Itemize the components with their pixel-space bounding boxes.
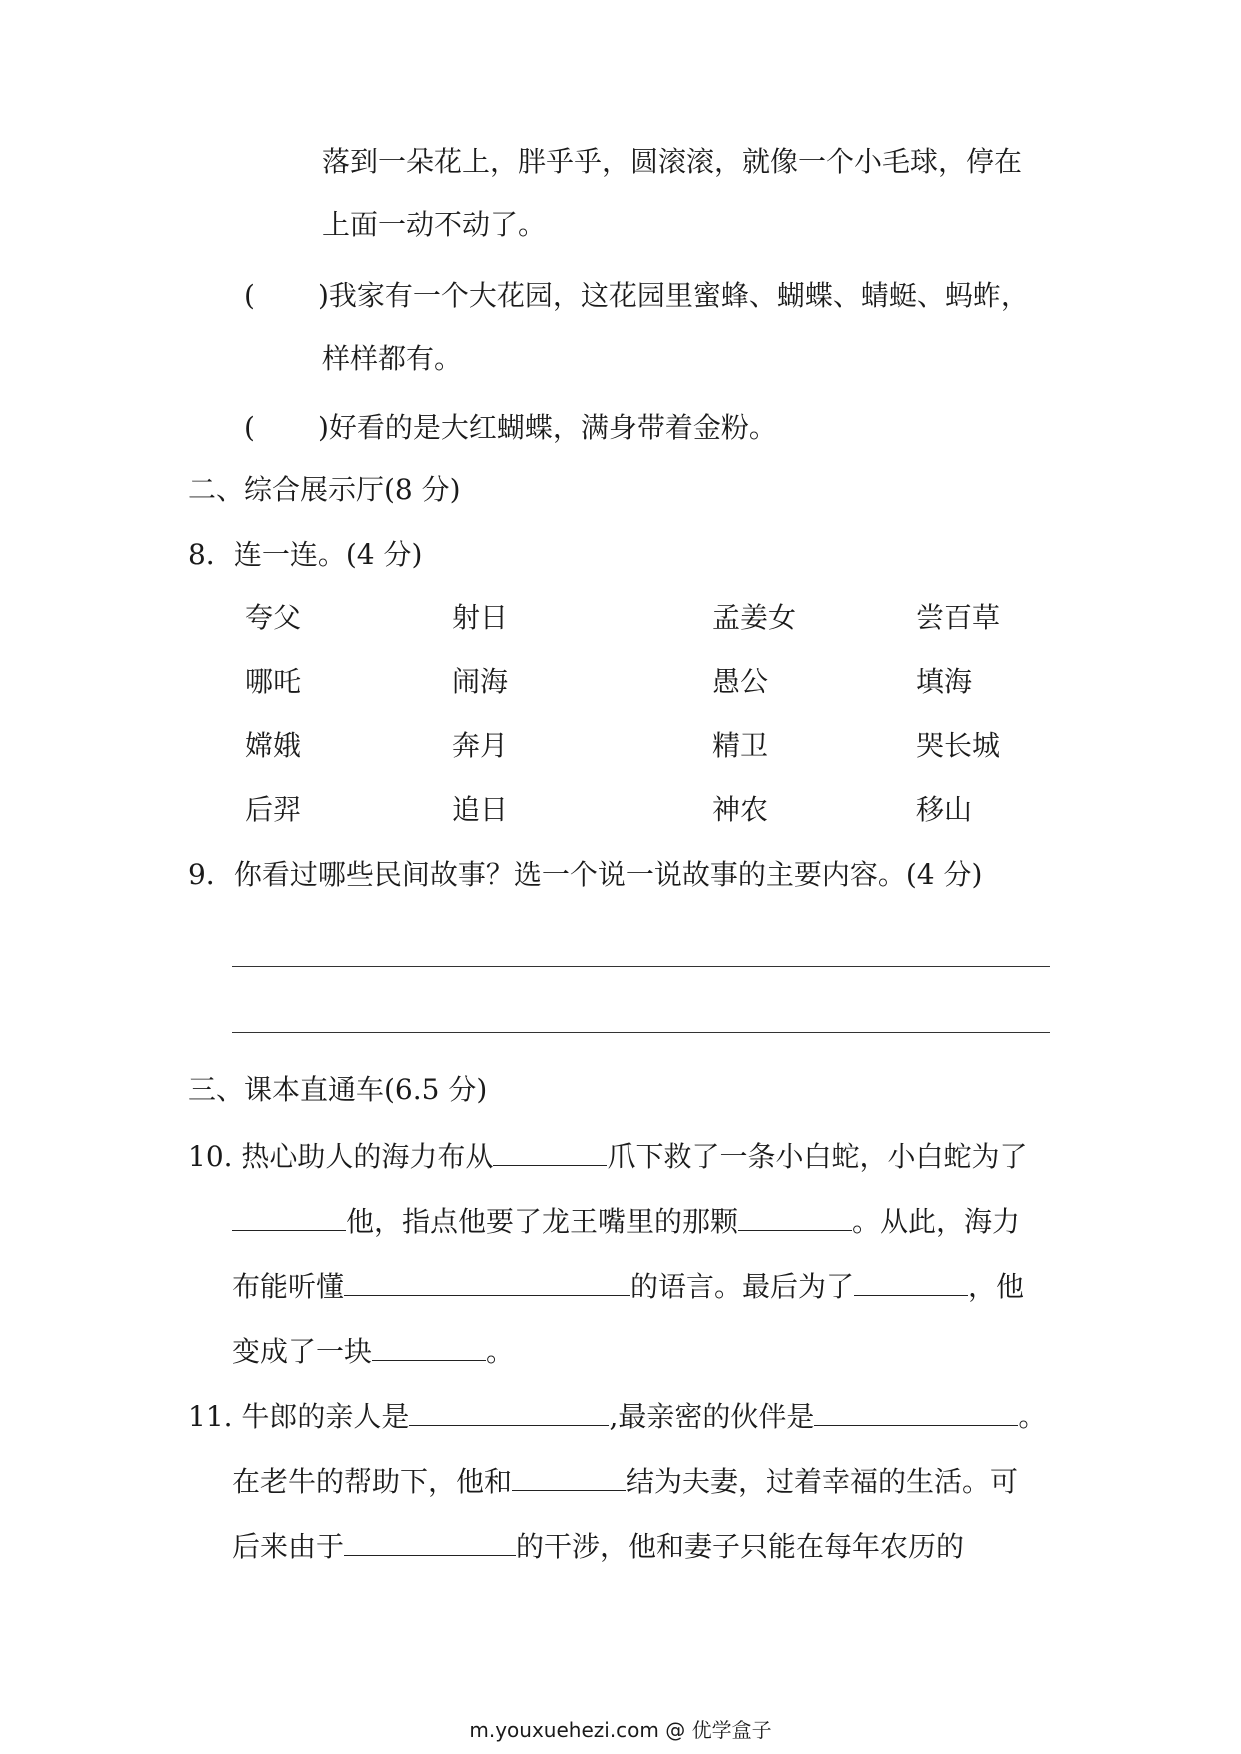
- match-item[interactable]: 夸父: [245, 601, 302, 634]
- match-item[interactable]: 后羿: [245, 793, 302, 826]
- match-item[interactable]: 尝百草: [916, 601, 1001, 634]
- question-text: 11. 牛郎的亲人是: [188, 1400, 410, 1433]
- fill-blank-line: [232, 1330, 514, 1372]
- fill-blank-line: [188, 1135, 1027, 1177]
- answer-paren[interactable]: (: [244, 279, 255, 312]
- question-text: 爪下救了一条小白蛇，小白蛇为了: [607, 1140, 1028, 1173]
- answer-paren[interactable]: (: [244, 411, 255, 444]
- section-heading: 三、课本直通车(6.5 分): [188, 1073, 488, 1106]
- ordering-item-text: )好看的是大红蝴蝶，满身带着金粉。: [318, 411, 777, 444]
- match-item[interactable]: 移山: [916, 793, 973, 826]
- match-item[interactable]: 追日: [452, 793, 509, 826]
- blank-field[interactable]: [372, 1330, 486, 1361]
- question-text: 。: [486, 1335, 515, 1368]
- question-text: 变成了一块: [232, 1335, 373, 1368]
- question-text: 在老牛的帮助下，他和: [232, 1465, 513, 1498]
- match-item[interactable]: 闹海: [452, 665, 509, 698]
- question-text: 后来由于: [232, 1530, 345, 1563]
- fill-blank-line: [188, 1395, 1046, 1437]
- passage-line: 上面一动不动了。: [322, 208, 547, 241]
- fill-blank-line: [232, 1460, 1018, 1502]
- match-item[interactable]: 愚公: [712, 665, 769, 698]
- question-title: 8．连一连。(4 分): [188, 538, 423, 571]
- ordering-item: [244, 276, 1029, 316]
- passage-line: 落到一朵花上，胖乎乎，圆滚滚，就像一个小毛球，停在: [322, 145, 1023, 178]
- ordering-item-text: )我家有一个大花园，这花园里蜜蜂、蝴蝶、蜻蜓、蚂蚱，: [318, 279, 1029, 312]
- fill-blank-line: [232, 1200, 1020, 1242]
- section-heading: 二、综合展示厅(8 分): [188, 473, 461, 506]
- match-item[interactable]: 哪吒: [245, 665, 302, 698]
- match-item[interactable]: 精卫: [712, 729, 769, 762]
- question-text: 10. 热心助人的海力布从: [188, 1140, 494, 1173]
- blank-field[interactable]: [493, 1135, 607, 1166]
- match-item[interactable]: 神农: [712, 793, 769, 826]
- ordering-item: [244, 408, 777, 448]
- blank-field[interactable]: [232, 1200, 346, 1231]
- match-item[interactable]: 射日: [452, 601, 509, 634]
- blank-field[interactable]: [738, 1200, 852, 1231]
- match-item[interactable]: 哭长城: [916, 729, 1001, 762]
- blank-field[interactable]: [344, 1525, 516, 1556]
- blank-field[interactable]: [814, 1395, 1018, 1426]
- match-item[interactable]: 孟姜女: [712, 601, 797, 634]
- blank-field[interactable]: [344, 1265, 630, 1296]
- question-text: 。: [1018, 1400, 1047, 1433]
- answer-line[interactable]: [232, 1032, 1050, 1033]
- question-text: 的干涉，他和妻子只能在每年农历的: [516, 1530, 965, 1563]
- question-text: 结为夫妻，过着幸福的生活。可: [626, 1465, 1019, 1498]
- question-text: 他，指点他要了龙王嘴里的那颗: [346, 1205, 739, 1238]
- match-item[interactable]: 嫦娥: [245, 729, 302, 762]
- footer-watermark: m.youxuehezi.com @ 优学盒子: [469, 1718, 772, 1742]
- blank-field[interactable]: [409, 1395, 609, 1426]
- answer-line[interactable]: [232, 966, 1050, 967]
- fill-blank-line: [232, 1525, 964, 1567]
- match-item[interactable]: 填海: [916, 665, 973, 698]
- question-text: 。从此，海力: [852, 1205, 1021, 1238]
- blank-field[interactable]: [512, 1460, 626, 1491]
- match-item[interactable]: 奔月: [452, 729, 509, 762]
- question-text: 布能听懂: [232, 1270, 345, 1303]
- question-text: ,最亲密的伙伴是: [609, 1400, 815, 1433]
- question-text: 的语言。最后为了: [630, 1270, 855, 1303]
- ordering-item-continued: 样样都有。: [322, 342, 463, 375]
- question-title: 9．你看过哪些民间故事？选一个说一说故事的主要内容。(4 分): [188, 858, 983, 891]
- blank-field[interactable]: [854, 1265, 968, 1296]
- fill-blank-line: [232, 1265, 1024, 1307]
- question-text: ，他: [968, 1270, 1025, 1303]
